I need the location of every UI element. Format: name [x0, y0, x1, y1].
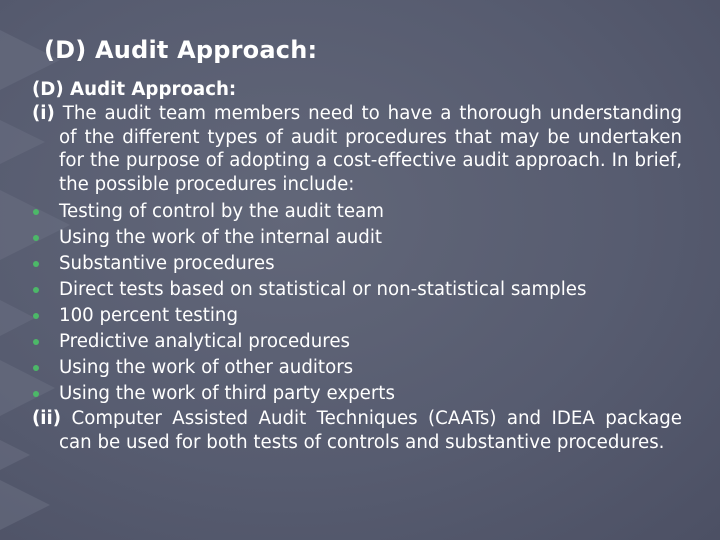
bullet-icon [33, 339, 39, 345]
list-item-text: Testing of control by the audit team [59, 200, 384, 222]
procedures-list [32, 199, 682, 407]
list-item-text: Using the work of third party experts [59, 382, 395, 404]
bullet-icon [33, 313, 39, 319]
paragraph-i-text: The audit team members need to have a thorough understanding of the different types of audit procedures that may be undertaken for the purpose of adopting a cost-effective audit approach. In brief, the possible procedures include: [59, 102, 682, 196]
bullet-icon [33, 235, 39, 241]
section-heading: (D) Audit Approach: [32, 79, 237, 100]
list-item-text: 100 percent testing [59, 304, 238, 326]
list-item [32, 355, 682, 381]
slide-title: (D) Audit Approach: [44, 36, 318, 64]
list-item [32, 303, 682, 329]
paragraph-ii-number: (ii) [32, 407, 62, 429]
bullet-icon [33, 261, 39, 267]
list-item-text: Direct tests based on statistical or non-statistical samples [59, 278, 587, 300]
list-item-text: Using the work of other auditors [59, 356, 354, 378]
list-item [32, 277, 682, 303]
bullet-icon [33, 287, 39, 293]
paragraph-ii [32, 407, 682, 455]
bullet-icon [33, 209, 39, 215]
list-item [32, 225, 682, 251]
list-item [32, 381, 682, 407]
bullet-icon [33, 391, 39, 397]
bullet-icon [33, 365, 39, 371]
list-item [32, 199, 682, 225]
paragraph-ii-text: Computer Assisted Audit Techniques (CAATs) and IDEA package can be used for both tests of controls and substantive procedures. [59, 407, 682, 453]
slide-body [32, 78, 682, 455]
list-item [32, 329, 682, 355]
paragraph-i [32, 102, 682, 197]
list-item-text: Substantive procedures [59, 252, 275, 274]
list-item-text: Using the work of the internal audit [59, 226, 383, 248]
paragraph-i-number: (i) [32, 102, 55, 124]
list-item-text: Predictive analytical procedures [59, 330, 350, 352]
list-item [32, 251, 682, 277]
